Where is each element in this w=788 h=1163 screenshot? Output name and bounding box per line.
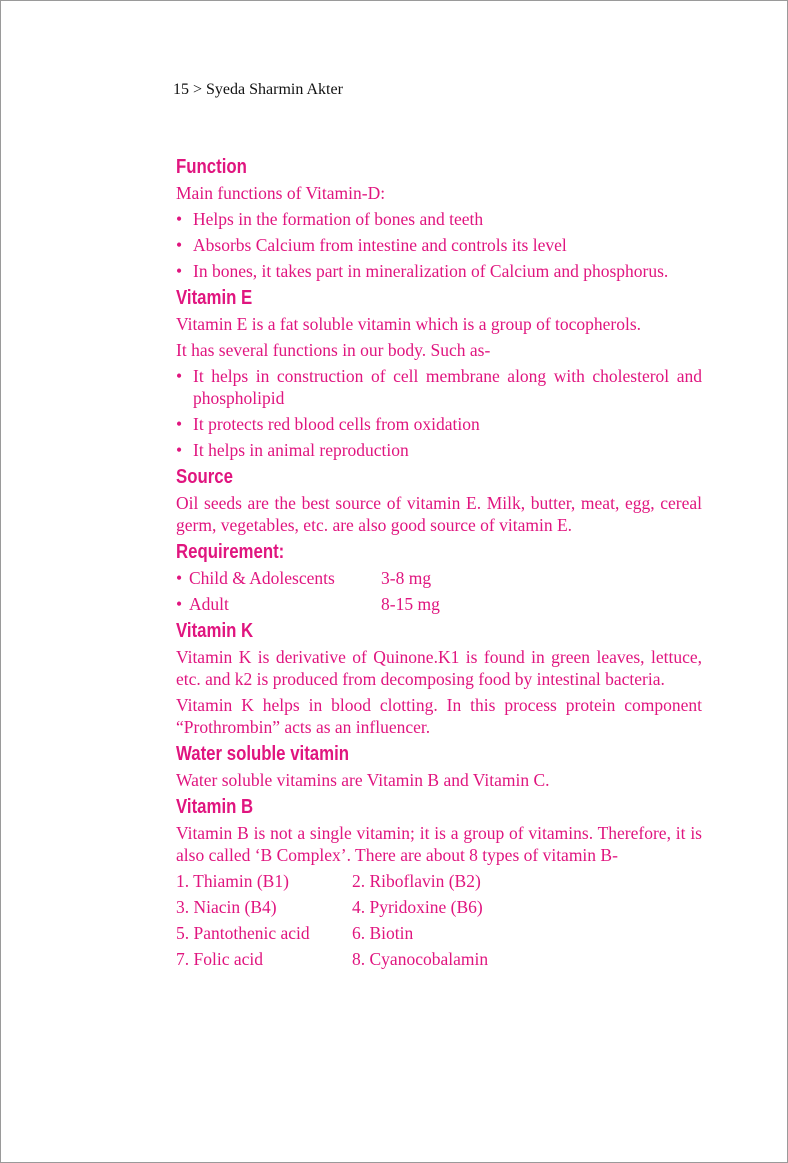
list-item-text: In bones, it takes part in mineralization of Calcium and phosphorus. — [193, 261, 669, 281]
list-item: 7. Folic acid — [176, 949, 263, 969]
requirement-value: 8-15 mg — [381, 594, 440, 614]
source-para: Oil seeds are the best source of vitamin E. Milk, butter, meat, egg, cereal germ, vegetables, etc. are also good source of vitamin E. — [176, 493, 702, 535]
page-content — [176, 155, 702, 974]
bullet-marker: • — [176, 209, 183, 229]
list-item-text: It protects red blood cells from oxidation — [193, 414, 480, 434]
requirement-section — [176, 540, 702, 615]
bullet-marker: • — [176, 235, 183, 255]
requirement-row — [176, 593, 702, 615]
vitamin-b-list-row — [176, 948, 702, 970]
vitamin-e-para-1: Vitamin E is a fat soluble vitamin which is a group of tocopherols. — [176, 314, 642, 334]
bullet-marker: • — [176, 568, 183, 588]
vitamin-k-para-1: Vitamin K is derivative of Quinone.K1 is found in green leaves, lettuce, etc. and k2 is produced from decomposing food by intestinal bacteria. — [176, 647, 702, 689]
vitamin-e-section — [176, 286, 702, 461]
requirement-value: 3-8 mg — [381, 568, 432, 588]
list-item: 8. Cyanocobalamin — [352, 949, 489, 969]
function-section — [176, 155, 702, 282]
list-item-text: It helps in construction of cell membrane along with cholesterol and phospholipid — [193, 366, 702, 408]
bullet-marker: • — [176, 366, 183, 386]
vitamin-e-para-2: It has several functions in our body. Such as- — [176, 340, 491, 360]
vitamin-b-para: Vitamin B is not a single vitamin; it is a group of vitamins. Therefore, it is also called ‘B Complex’. There are about 8 types of vitamin B- — [176, 823, 702, 865]
list-item: 5. Pantothenic acid — [176, 923, 310, 943]
list-item — [176, 260, 702, 282]
requirement-label: Child & Adolescents — [189, 568, 335, 588]
bullet-marker: • — [176, 594, 183, 614]
requirement-row — [176, 567, 702, 589]
list-item — [176, 413, 702, 435]
requirement-heading: Requirement: — [176, 541, 285, 563]
bullet-marker: • — [176, 414, 183, 434]
vitamin-k-para-2: Vitamin K helps in blood clotting. In this process protein component “Prothrombin” acts as an influencer. — [176, 695, 702, 737]
requirement-label: Adult — [189, 594, 229, 614]
vitamin-k-section — [176, 619, 702, 738]
vitamin-b-list-row — [176, 870, 702, 892]
list-item — [176, 439, 702, 461]
list-item: 4. Pyridoxine (B6) — [352, 897, 483, 917]
list-item — [176, 208, 702, 230]
bullet-marker: • — [176, 440, 183, 460]
water-soluble-heading: Water soluble vitamin — [176, 743, 350, 765]
list-item — [176, 365, 702, 409]
list-item-text: It helps in animal reproduction — [193, 440, 409, 460]
list-item: 6. Biotin — [352, 923, 414, 943]
vitamin-b-list-row — [176, 896, 702, 918]
list-item: 1. Thiamin (B1) — [176, 871, 289, 891]
source-section — [176, 465, 702, 536]
list-item-text: Helps in the formation of bones and teeth — [193, 209, 484, 229]
function-intro: Main functions of Vitamin-D: — [176, 183, 386, 203]
vitamin-b-heading: Vitamin B — [176, 796, 254, 818]
function-heading: Function — [176, 156, 247, 178]
vitamin-b-section — [176, 795, 702, 970]
list-item-text: Absorbs Calcium from intestine and controls its level — [193, 235, 567, 255]
bullet-marker: • — [176, 261, 183, 281]
source-heading: Source — [176, 466, 233, 488]
list-item — [176, 234, 702, 256]
vitamin-b-list-row — [176, 922, 702, 944]
function-bullet-list — [176, 208, 702, 282]
vitamin-e-bullet-list — [176, 365, 702, 461]
running-head: 15 > Syeda Sharmin Akter — [173, 81, 343, 98]
list-item: 2. Riboflavin (B2) — [352, 871, 481, 891]
vitamin-e-heading: Vitamin E — [176, 287, 253, 309]
list-item: 3. Niacin (B4) — [176, 897, 277, 917]
water-soluble-section — [176, 742, 702, 791]
vitamin-k-heading: Vitamin K — [176, 620, 254, 642]
water-soluble-para: Water soluble vitamins are Vitamin B and Vitamin C. — [176, 770, 550, 790]
